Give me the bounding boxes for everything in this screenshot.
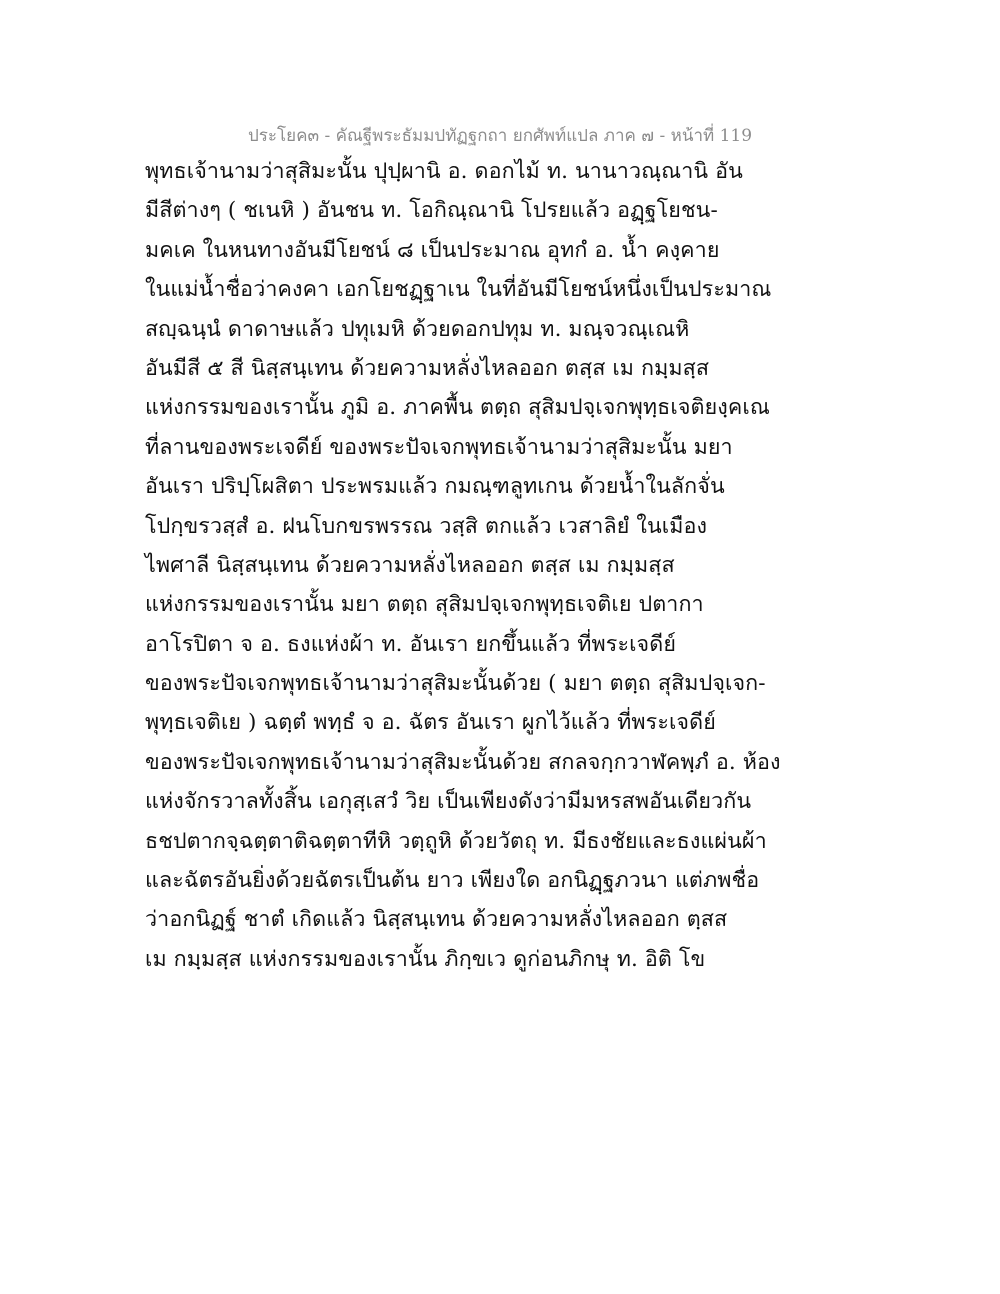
text-line: สญฺฉนฺนํ ดาดาษแล้ว ปทุเมหิ ด้วยดอกปทุม ท. มณฺจวณฺเณหิ: [145, 316, 690, 342]
text-line: ว่าอกนิฏฐ์ ชาตํ เกิดแล้ว นิสฺสนฺเทน ด้วยความหลั่งไหลออก ตฺสส: [145, 907, 728, 933]
page-header: [0, 122, 1000, 149]
text-line: แห่งกรรมของเรานั้น มยา ตตฺถ สุสิมปจฺเจกพุทฺธเจติเย ปตากา: [145, 592, 704, 618]
text-line: ไพศาลี นิสฺสนฺเทน ด้วยความหลั่งไหลออก ตสฺส เม กมฺมสฺส: [145, 552, 675, 578]
text-line: พุทฺธเจติเย ) ฉตฺตํ พทฺธํ จ อ. ฉัตร อันเรา ผูกไว้แล้ว ที่พระเจดีย์: [145, 710, 716, 736]
page-header-text: ประโยค๓ - คัณฐีพระธัมมปทัฏฐกถา ยกศัพท์แปล ภาค ๗ - หน้าที่ 119: [247, 126, 753, 146]
text-line: ที่ลานของพระเจดีย์ ของพระปัจเจกพุทธเจ้านามว่าสุสิมะนั้น มยา: [145, 434, 733, 460]
text-line: และฉัตรอันยิ่งด้วยฉัตรเป็นต้น ยาว เพียงใด อกนิฏฺฐภวนา แต่ภพชื่อ: [145, 868, 760, 894]
text-line: พุทธเจ้านามว่าสุสิมะนั้น ปุปฺผานิ อ. ดอกไม้ ท. นานาวณฺณานิ อัน: [145, 159, 743, 184]
text-line: ในแม่น้ำชื่อว่าคงคา เอกโยชฏฺฐาเน ในที่อันมีโยชน์หนึ่งเป็นประมาณ: [145, 277, 772, 303]
text-line: มคเค ในหนทางอันมีโยชน์ ๘ เป็นประมาณ อุทกํ อ. น้ำ คงฺคาย: [145, 237, 720, 263]
text-line: อาโรปิตา จ อ. ธงแห่งผ้า ท. อันเรา ยกขึ้นแล้ว ที่พระเจดีย์: [145, 631, 677, 657]
text-line: อันมีสี ๕ สี นิสฺสนฺเทน ด้วยความหลั่งไหลออก ตสฺส เม กมฺมสฺส: [145, 355, 710, 381]
text-line: ของพระปัจเจกพุทธเจ้านามว่าสุสิมะนั้นด้วย ( มยา ตตฺถ สุสิมปจฺเจก-: [145, 671, 766, 697]
text-line: แห่งกรรมของเรานั้น ภูมิ อ. ภาคพื้น ตตฺถ สุสิมปจฺเจกพุทฺธเจติยงฺคเณ: [145, 395, 770, 421]
text-line: แห่งจักรวาลทั้งสิ้น เอกุสฺเสวํ วิย เป็นเพียงดังว่ามีมหรสพอันเดียวกัน: [145, 789, 752, 815]
text-line: โปกฺขรวสฺสํ อ. ฝนโบกขรพรรณ วสฺสิ ตกแล้ว เวสาลิยํ ในเมือง: [145, 513, 708, 539]
text-line: เม กมฺมสฺส แห่งกรรมของเรานั้น ภิกฺขเว ดูก่อนภิกษุ ท. อิติ โข: [145, 946, 706, 972]
text-line: อันเรา ปริปฺโผสิตา ประพรมแล้ว กมณฺฑลูทเกน ด้วยน้ำในลักจั่น: [145, 474, 725, 500]
body-text: [145, 152, 865, 979]
text-line: มีสีต่างๆ ( ชเนหิ ) อันชน ท. โอกิณฺณานิ โปรยแล้ว อฏฺฐโยชน-: [145, 198, 718, 224]
text-line: ธชปตากจฺฉตฺตาติฉตฺตาทีหิ วตฺถูหิ ด้วยวัตถุ ท. มีธงชัยและธงแผ่นผ้า: [145, 828, 767, 854]
text-line: ของพระปัจเจกพุทธเจ้านามว่าสุสิมะนั้นด้วย สกลจกฺกวาฬคพฺภํ อ. ห้อง: [145, 749, 781, 775]
